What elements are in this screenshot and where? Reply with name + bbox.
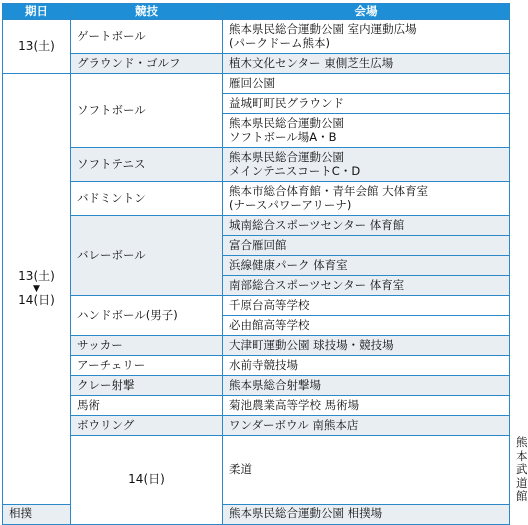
- venue-line: 熊本市総合体育館・青年会館 大体育室: [229, 184, 429, 198]
- event-cell: ボウリング: [71, 416, 223, 436]
- event-cell: グラウンド・ゴルフ: [71, 54, 223, 74]
- venue-cell: [223, 20, 510, 54]
- date-start: 13(土): [18, 269, 55, 284]
- table-row: [3, 182, 510, 216]
- venue-line: (ナースパワーアリーナ): [229, 197, 352, 212]
- event-cell: 柔道: [223, 436, 510, 505]
- event-cell: ソフトボール: [71, 74, 223, 148]
- table-row: [3, 296, 510, 316]
- venue-line: (パークドーム熊本): [229, 35, 330, 50]
- event-cell: バレーボール: [71, 216, 223, 296]
- date-cell: 13(土): [3, 20, 71, 74]
- venue-cell: [223, 182, 510, 216]
- date-cell: 14(日): [71, 436, 223, 525]
- table-row: [3, 416, 510, 436]
- event-cell: クレー射撃: [71, 376, 223, 396]
- table-row: [3, 216, 510, 236]
- date-end: 14(日): [18, 292, 55, 307]
- table-row: [3, 336, 510, 356]
- venue-cell: 城南総合スポーツセンター 体育館: [223, 216, 510, 236]
- venue-cell: 千原台高等学校: [223, 296, 510, 316]
- venue-line: 熊本県民総合運動公園 室内運動広場: [229, 22, 417, 36]
- venue-cell: 水前寺競技場: [223, 356, 510, 376]
- table-row: [3, 74, 510, 94]
- venue-cell: 富合雁回館: [223, 236, 510, 256]
- table-row: [3, 376, 510, 396]
- date-range-cell: [3, 74, 71, 505]
- header-event: 競技: [71, 4, 223, 20]
- event-cell: サッカー: [71, 336, 223, 356]
- event-cell: ソフトテニス: [71, 148, 223, 182]
- table-row: [3, 148, 510, 182]
- venue-cell: 大津町運動公園 球技場・競技場: [223, 336, 510, 356]
- table-row: [3, 356, 510, 376]
- venue-line: 熊本県民総合運動公園: [229, 150, 344, 164]
- venue-cell: 熊本県総合射撃場: [223, 376, 510, 396]
- table-row: [3, 20, 510, 54]
- venue-line: ソフトボール場A・B: [229, 129, 337, 144]
- schedule-table: [2, 3, 528, 525]
- venue-cell: 植木文化センター 東側芝生広場: [223, 54, 510, 74]
- header-row: [3, 4, 510, 20]
- header-date: 期日: [3, 4, 71, 20]
- venue-line: メインテニスコートC・D: [229, 163, 361, 178]
- venue-cell: 熊本県民総合運動公園 相撲場: [223, 504, 510, 524]
- venue-cell: [223, 114, 510, 148]
- event-cell: ゲートボール: [71, 20, 223, 54]
- venue-cell: 南部総合スポーツセンター 体育室: [223, 276, 510, 296]
- venue-line: 熊本県民総合運動公園: [229, 116, 344, 130]
- venue-cell: 菊池農業高等学校 馬術場: [223, 396, 510, 416]
- event-cell: ハンドボール(男子): [71, 296, 223, 336]
- venue-cell: 益城町町民グラウンド: [223, 94, 510, 114]
- event-cell: 相撲: [3, 504, 71, 524]
- table-row: 14(日) 柔道 熊本武道館: [3, 436, 510, 505]
- header-venue: 会場: [223, 4, 510, 20]
- event-cell: バドミントン: [71, 182, 223, 216]
- venue-cell: [223, 148, 510, 182]
- event-cell: 馬術: [71, 396, 223, 416]
- table-row: [3, 54, 510, 74]
- venue-cell: 必由館高等学校: [223, 316, 510, 336]
- event-cell: アーチェリー: [71, 356, 223, 376]
- venue-cell: 浜線健康パーク 体育室: [223, 256, 510, 276]
- venue-cell: ワンダーボウル 南熊本店: [223, 416, 510, 436]
- arrow-down-icon: ▼: [33, 283, 40, 294]
- table-row: [3, 396, 510, 416]
- venue-cell: 雁回公園: [223, 74, 510, 94]
